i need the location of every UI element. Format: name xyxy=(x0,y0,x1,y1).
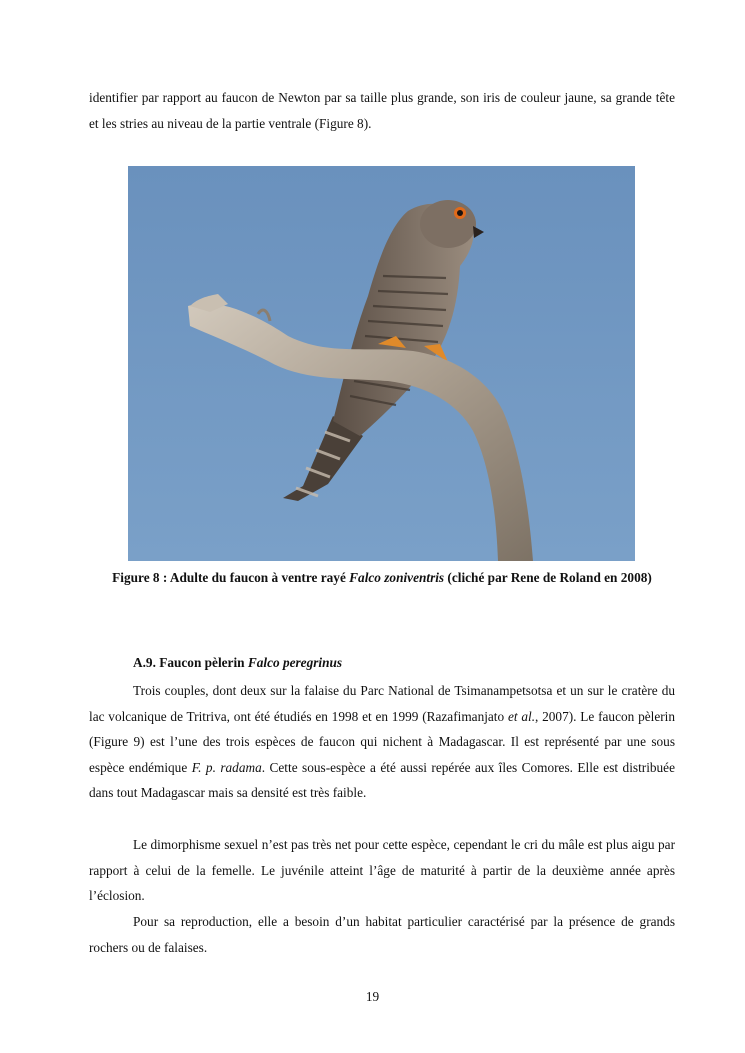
paragraph-1-etal: et al. xyxy=(507,708,536,724)
intro-paragraph: identifier par rapport au faucon de Newton par sa taille plus grande, son iris de couleur jaune, sa grande tête et les stries au niveau de la partie ventrale (Figure 8). xyxy=(89,90,675,131)
caption-text: Figure 8 : Adulte du faucon à ventre rayé xyxy=(112,570,350,585)
caption-credit: (cliché par Rene de Roland en 2008) xyxy=(444,570,652,585)
paragraph-3: Pour sa reproduction, elle a besoin d’un habitat particulier caractérisé par la présence de grands rochers ou de falaises. xyxy=(89,914,675,955)
section-heading xyxy=(133,653,342,673)
figure-caption xyxy=(110,570,654,587)
heading-text: A.9. Faucon pèlerin xyxy=(133,655,248,670)
paragraph-1-text-c: . Cette sous-espèce a été aussi repérée aux îles Comores. Elle est distribuée dans tout Madagascar mais sa densité est très faible. xyxy=(89,759,675,801)
paragraph-2: Le dimorphisme sexuel n’est pas très net pour cette espèce, cependant le cri du mâle est plus aigu par rapport à celui de la femelle. Le juvénile atteint l’âge de maturité à partir de la deuxième année après l’éclosion. xyxy=(89,837,675,904)
falcon-photo xyxy=(128,166,635,561)
falcon-on-branch-icon xyxy=(128,166,635,561)
paragraph-1 xyxy=(89,678,675,806)
paragraph-1-text-b: , 2007). Le faucon pèlerin (Figure 9) est l’une des trois espèces de faucon qui nichent à Madagascar. Il est représenté par une sous espèce endémique xyxy=(89,708,675,775)
paragraph-1-subspecies: F. p. radama xyxy=(191,759,262,775)
caption-species: Falco zoniventris xyxy=(349,570,445,585)
page-number: 19 xyxy=(365,989,380,1004)
heading-species: Falco peregrinus xyxy=(247,655,343,670)
paragraph-1-text-a: Trois couples, dont deux sur la falaise du Parc National de Tsimanampetsotsa et un sur le cratère du lac volcanique de Tritriva, ont été étudiés en 1998 et en 1999 (Razafimanjato xyxy=(89,683,675,724)
